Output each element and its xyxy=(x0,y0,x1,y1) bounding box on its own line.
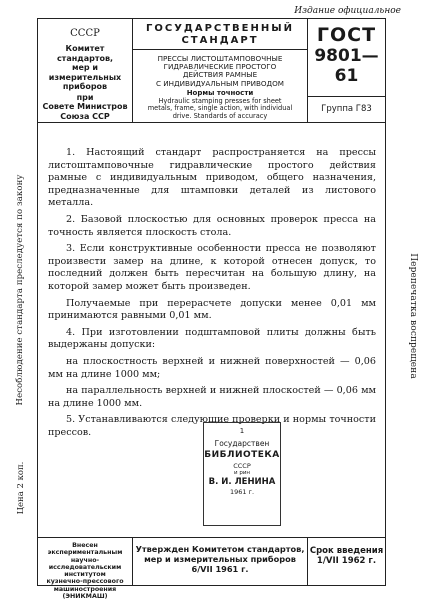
institute-cell: Внесен экспериментальным научно-исследовательским институтом кузнечно-прессового машиностроения (ЭНИКМАШ) xyxy=(38,538,133,586)
approval-cell: Утвержден Комитетом стандартов, мер и измерительных приборов 6/VII 1961 г. xyxy=(133,538,308,586)
group-code: Группа Г83 xyxy=(321,104,372,114)
paragraph: 1. Настоящий стандарт распространяется на прессы листоштамповочные гидравлические простого действия рамные с индивидуальным приводом, общего назначения, предназначенные для штамповки деталей из листового металла. xyxy=(48,147,376,209)
paragraph: 2. Базовой плоскостью для основных проверок пресса на точность является плоскость стола. xyxy=(48,213,376,238)
council-name: при Совете Министров Союза ССР xyxy=(42,92,128,121)
standard-type-line2: СТАНДАРТ xyxy=(181,35,259,46)
issuer-cell xyxy=(38,19,133,122)
country-label: СССР xyxy=(70,28,100,39)
committee-name: Комитет стандартов, мер и измерительных приборов xyxy=(48,44,122,91)
paragraph: 4. При изготовлении подштамповой плиты должны быть выдержаны допуски: xyxy=(48,326,376,351)
gost-cell xyxy=(308,19,385,122)
english-title: Hydraulic stamping presses for sheet metals, frame, single action, with individual drive. Standards of accuracy xyxy=(147,96,293,120)
gost-number: 9801—61 xyxy=(314,46,379,86)
paragraph: на параллельность верхней и нижней плоскостей — 0,06 мм на длине 1000 мм. xyxy=(48,385,376,409)
header-block xyxy=(38,19,385,123)
legal-notice-vertical: Несоблюдение стандарта преследуется по закону xyxy=(15,174,25,406)
price-label: Цена 2 коп. xyxy=(16,461,26,515)
title-cell xyxy=(133,19,308,122)
gost-divider xyxy=(308,96,385,97)
gost-label: ГОСТ xyxy=(316,24,377,46)
paragraph: Получаемые при перерасчете допуски менее 0,01 мм принимаются равными 0,01 мм. xyxy=(48,297,376,322)
paragraph: на плоскостность верхней и нижней поверхностей — 0,06 мм на длине 1000 мм; xyxy=(48,355,376,380)
paragraph: 5. Устанавливаются следующие проверки и нормы точности прессов. xyxy=(48,414,376,438)
footer-block xyxy=(38,537,385,600)
edition-note: Издание официальное xyxy=(294,6,401,16)
effective-date-cell: Срок введения 1/VII 1962 г. xyxy=(309,546,384,566)
library-stamp: 1 Государствен БИБЛИОТЕКА СССР и рин В. И. ЛЕНИНА 1961 г. xyxy=(203,422,281,526)
document-title: ПРЕССЫ ЛИСТОШТАМПОВОЧНЫЕ ГИДРАВЛИЧЕСКИЕ ПРОСТОГО ДЕЙСТВИЯ РАМНЫЕ С ИНДИВИДУАЛЬНЫМ ПРИВОДОМ xyxy=(155,54,285,88)
reprint-notice-vertical: Перепечатка воспрещена xyxy=(408,253,418,379)
paragraph: 3. Если конструктивные особенности пресса не позволяют произвести замер на длине, к которой отнесен допуск, то последний должен быть пересчитан на большую длину, на которой замер может быть произведен. xyxy=(48,243,376,292)
document-body xyxy=(48,147,376,443)
norms-subtitle: Нормы точности xyxy=(186,88,254,97)
standard-type-line1: ГОСУДАРСТВЕННЫЙ xyxy=(146,23,294,34)
document-frame xyxy=(37,18,386,600)
title-divider xyxy=(133,49,307,50)
